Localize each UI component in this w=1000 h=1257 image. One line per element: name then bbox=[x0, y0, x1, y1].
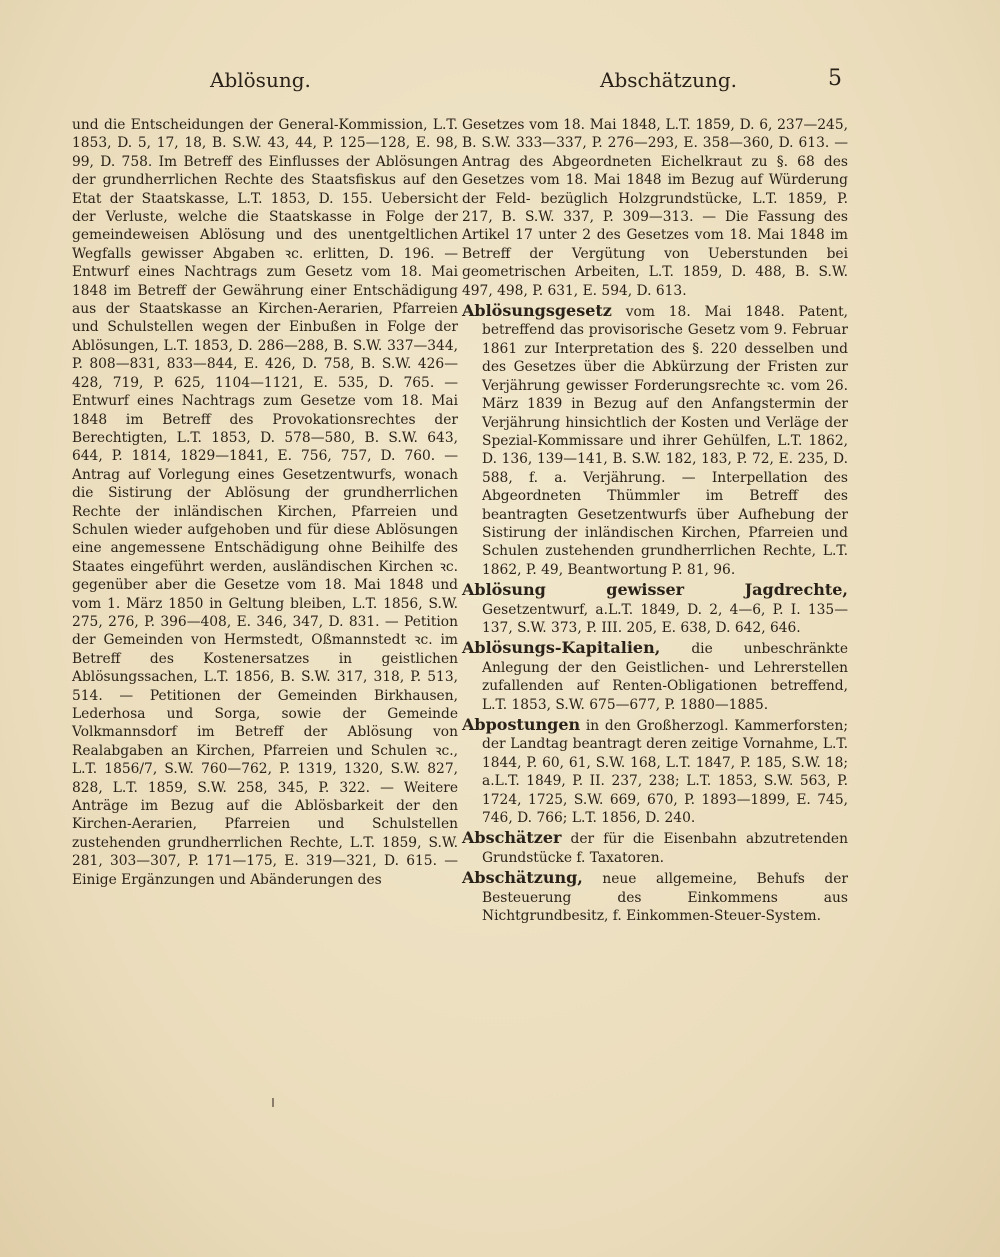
right-column-continuation: Gesetzes vom 18. Mai 1848, L.T. 1859, D. 6, 237—245, B. S.W. 333—337, P. 276—293, E. 358—360, D. 613. — Antrag des Abgeordneten Eichelkraut zu §. 68 des Gesetzes vom 18. Mai 1848 im Bezug auf Würderung der Feld- bezüglich Holzgrundstücke, L.T. 1859, P. 217, B. S.W. 337, P. 309—313. — Die Fassung des Artikel 17 unter 2 des Gesetzes vom 18. Mai 1848 im Betreff der Vergütung von Ueberstunden bei geometrischen Arbeiten, L.T. 1859, D. 488, B. S.W. 497, 498, P. 631, E. 594, D. 613. bbox=[462, 117, 848, 299]
index-entry bbox=[462, 829, 848, 867]
entry-text: vom 18. Mai 1848. Patent, betreffend das provisorische Gesetz vom 9. Februar 1861 zur Interpretation des §. 220 desselben und des Gesetzes über die Abkürzung der Fristen zur Verjährung gewisser Forderungsrechte ꝛc. vom 26. März 1839 in Bezug auf den Anfangstermin der Verjährung hinsichtlich der Kosten und Verläge der Spezial-Kommissare und ihrer Gehülfen, L.T. 1862, D. 136, 139—141, B. S.W. 182, 183, P. 72, E. 235, D. 588, f. a. Verjährung. — Interpellation des Abgeordneten Thümmler im Betreff des beantragten Gesetzentwurfs über Aufhebung der Sistirung der inländischen Kirchen, Pfarreien und Schulen zustehenden grundherrlichen Rechte, L.T. 1862, P. 49, Beantwortung P. 81, 96. bbox=[482, 304, 848, 578]
entry-headword: Ablösung gewisser Jagdrechte, bbox=[462, 580, 848, 600]
entry-headword: Ablösungs-Kapitalien, bbox=[462, 638, 661, 658]
index-entry bbox=[462, 581, 848, 637]
entry-headword: Ablösungsgesetz bbox=[462, 301, 612, 321]
index-entry bbox=[462, 716, 848, 827]
entry-headword: Abschätzung, bbox=[462, 868, 583, 888]
page-number: 5 bbox=[828, 66, 842, 91]
header-left-title: Ablösung. bbox=[210, 68, 311, 92]
entry-headword: Abschätzer bbox=[462, 828, 562, 848]
right-column bbox=[462, 116, 848, 925]
left-column-text: und die Entscheidungen der General-Kommission, L.T. 1853, D. 5, 17, 18, B. S.W. 43, 44, P. 125—128, E. 98, 99, D. 758. Im Betreff des Einflusses der Ablösungen der grundherrlichen Rechte des Staatsfiskus auf den Etat der Staatskasse, L.T. 1853, D. 155. Uebersicht der Verluste, welche die Staatskasse in Folge der gemeindeweisen Ablösung und des unentgeltlichen Wegfalls gewisser Abgaben ꝛc. erlitten, D. 196. — Entwurf eines Nachtrags zum Gesetz vom 18. Mai 1848 im Betreff der Gewährung einer Entschädigung aus der Staatskasse an Kirchen-Aerarien, Pfarreien und Schulstellen wegen der Einbußen in Folge der Ablösungen, L.T. 1853, D. 286—288, B. S.W. 337—344, P. 808—831, 833—844, E. 426, D. 758, B. S.W. 426—428, 719, P. 625, 1104—1121, E. 535, D. 765. — Entwurf eines Nachtrags zum Gesetze vom 18. Mai 1848 im Betreff des Provokationsrechtes der Berechtigten, L.T. 1853, D. 578—580, B. S.W. 643, 644, P. 1814, 1829—1841, E. 756, 757, D. 760. — Antrag auf Vorlegung eines Gesetzentwurfs, wonach die Sistirung der Ablösung der grundherrlichen Rechte der inländischen Kirchen, Pfarreien und Schulen wieder aufgehoben und für diese Ablösungen eine angemessene Entschädigung ohne Beihilfe des Staates eingeführt werden, ausländischen Kirchen ꝛc. gegenüber aber die Gesetze vom 18. Mai 1848 und vom 1. März 1850 in Geltung bleiben, L.T. 1856, S.W. 275, 276, P. 396—408, E. 346, 347, D. 831. — Petition der Gemeinden von Hermstedt, Oßmannstedt ꝛc. im Betreff des Kostenersatzes in geistlichen Ablösungssachen, L.T. 1856, B. S.W. 317, 318, P. 513, 514. — Petitionen der Gemeinden Birkhausen, Lederhosa und Sorga, sowie der Gemeinde Volkmannsdorf im Betreff der Ablösung von Realabgaben an Kirchen, Pfarreien und Schulen ꝛc., L.T. 1856/7, S.W. 760—762, P. 1319, 1320, S.W. 827, 828, L.T. 1859, S.W. 258, 345, P. 322. — Weitere Anträge im Bezug auf die Ablösbarkeit der den Kirchen-Aerarien, Pfarreien und Schulstellen zustehenden grundherrlichen Rechte, L.T. 1859, S.W. 281, 303—307, P. 171—175, E. 319—321, D. 615. — Einige Ergänzungen und Abänderungen des bbox=[72, 117, 458, 888]
entry-text: Gesetzentwurf, a.L.T. 1849, D. 2, 4—6, P. I. 135—137, S.W. 373, P. III. 205, E. 638, D. 642, 646. bbox=[482, 601, 848, 636]
index-entry bbox=[462, 302, 848, 579]
printer-mark bbox=[272, 1098, 274, 1107]
left-column bbox=[72, 116, 458, 889]
header-center-title: Abschätzung. bbox=[600, 68, 738, 92]
entry-headword: Abpostungen bbox=[462, 715, 581, 734]
entry-text: die unbeschränkte Anlegung der den Geistlichen- und Lehrerstellen zufallenden auf Renten-Obligationen betreffend, L.T. 1853, S.W. 675—677, P. 1880—1885. bbox=[482, 641, 848, 713]
entry-text: neue allgemeine, Behufs der Besteuerung des Einkommens aus Nichtgrundbesitz, f. Einkommen-Steuer-System. bbox=[482, 871, 848, 925]
index-entry bbox=[462, 869, 848, 925]
index-entry bbox=[462, 639, 848, 714]
entry-text: in den Großherzogl. Kammerforsten; der Landtag beantragt deren zeitige Vornahme, L.T. 1844, P. 60, 61, S.W. 168, L.T. 1847, P. 185, S.W. 18; a.L.T. 1849, P. II. 237, 238; L.T. 1853, S.W. 563, P. 1724, 1725, S.W. 669, 670, P. 1893—1899, E. 745, 746, D. 766; L.T. 1856, D. 240. bbox=[482, 718, 848, 827]
running-header bbox=[0, 68, 1000, 98]
entry-text: der für die Eisenbahn abzutretenden Grundstücke f. Taxatoren. bbox=[482, 831, 848, 866]
